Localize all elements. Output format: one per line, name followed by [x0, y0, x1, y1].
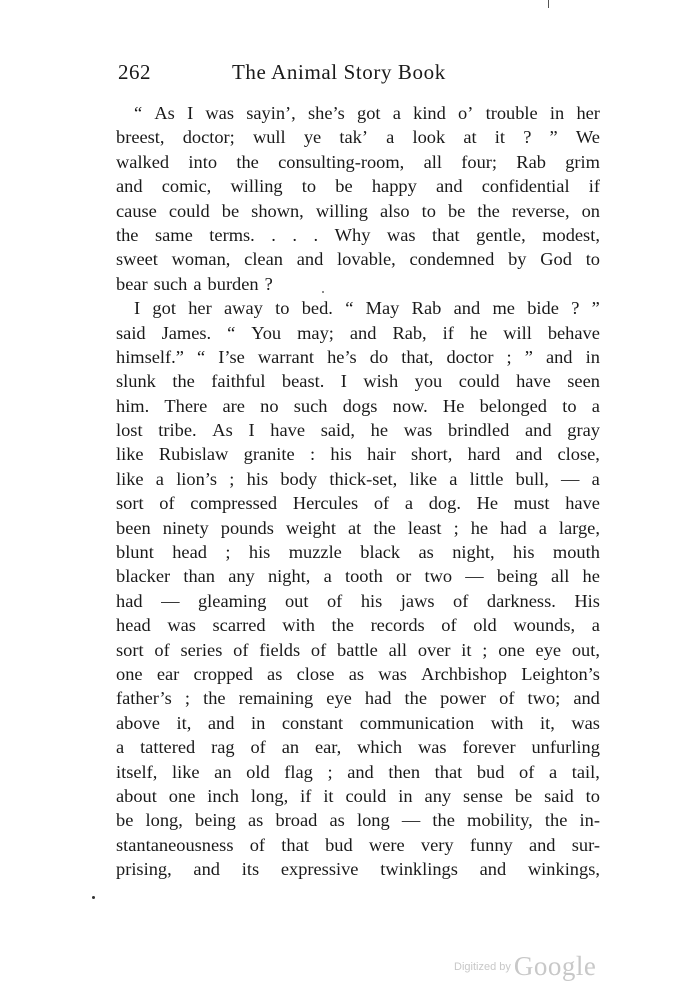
- text-line: bear such a burden ?: [116, 273, 273, 294]
- text-line: had — gleaming out of his jaws of darkness. His: [116, 590, 600, 611]
- text-line: sort of compressed Hercules of a dog. He must have: [116, 493, 600, 514]
- book-title: The Animal Story Book: [232, 60, 446, 84]
- text-line: father’s ; the remaining eye had the power of two; and: [116, 688, 600, 709]
- text-line: breest, doctor; wull ye tak’ a look at it ? ” We: [116, 127, 600, 148]
- text-line: blunt head ; his muzzle black as night, his mouth: [116, 542, 600, 563]
- margin-ink-dot: [92, 896, 95, 899]
- text-line: walked into the consulting-room, all four; Rab grim: [116, 151, 600, 172]
- text-line: head was scarred with the records of old wounds, a: [116, 615, 600, 636]
- digitized-label: Digitized by: [454, 960, 511, 973]
- text-line: “ As I was sayin’, she’s got a kind o’ trouble in her: [134, 103, 600, 123]
- text-line: be long, being as broad as long — the mobility, the in-: [116, 810, 600, 831]
- text-line: a tattered rag of an ear, which was forever unfurling: [116, 737, 600, 758]
- text-line: I got her away to bed. “ May Rab and me bide ? ”: [134, 298, 600, 319]
- body-text: [116, 101, 600, 882]
- text-line: lost tribe. As I have said, he was brindled and gray: [116, 420, 600, 441]
- text-line: about one inch long, if it could in any sense be said to: [116, 785, 600, 806]
- google-logo: Google: [513, 951, 597, 981]
- text-line: itself, like an old flag ; and then that bud of a tail,: [116, 761, 600, 782]
- text-line: prising, and its expressive twinklings and winkings,: [116, 859, 600, 880]
- text-line: one ear cropped as close as was Archbishop Leighton’s: [116, 663, 600, 684]
- stray-ink-dot: [322, 291, 324, 293]
- text-line: cause could be shown, willing also to be the reverse, on: [116, 200, 600, 221]
- text-line: been ninety pounds weight at the least ; he had a large,: [116, 517, 600, 538]
- text-line: blacker than any night, a tooth or two — being all he: [116, 566, 600, 587]
- page-number: 262: [118, 60, 151, 84]
- text-line: him. There are no such dogs now. He belonged to a: [116, 395, 600, 416]
- text-line: like a lion’s ; his body thick-set, like a little bull, — a: [116, 468, 600, 489]
- text-line: said James. “ You may; and Rab, if he will behave: [116, 322, 600, 343]
- text-line: and comic, willing to be happy and confidential if: [116, 176, 600, 197]
- text-line: like Rubislaw granite : his hair short, hard and close,: [116, 444, 600, 465]
- text-line: slunk the faithful beast. I wish you could have seen: [116, 371, 600, 392]
- digitized-watermark: [454, 951, 596, 981]
- text-line: the same terms. . . . Why was that gentle, modest,: [116, 224, 600, 245]
- page-edge-mark: [548, 0, 549, 8]
- running-head: [118, 60, 600, 90]
- text-line: sort of series of fields of battle all over it ; one eye out,: [116, 639, 600, 660]
- text-line: himself.” “ I’se warrant he’s do that, doctor ; ” and in: [116, 346, 600, 367]
- text-line: sweet woman, clean and lovable, condemned by God to: [116, 249, 600, 270]
- text-line: stantaneousness of that bud were very funny and sur-: [116, 834, 600, 855]
- text-line: above it, and in constant communication with it, was: [116, 712, 600, 733]
